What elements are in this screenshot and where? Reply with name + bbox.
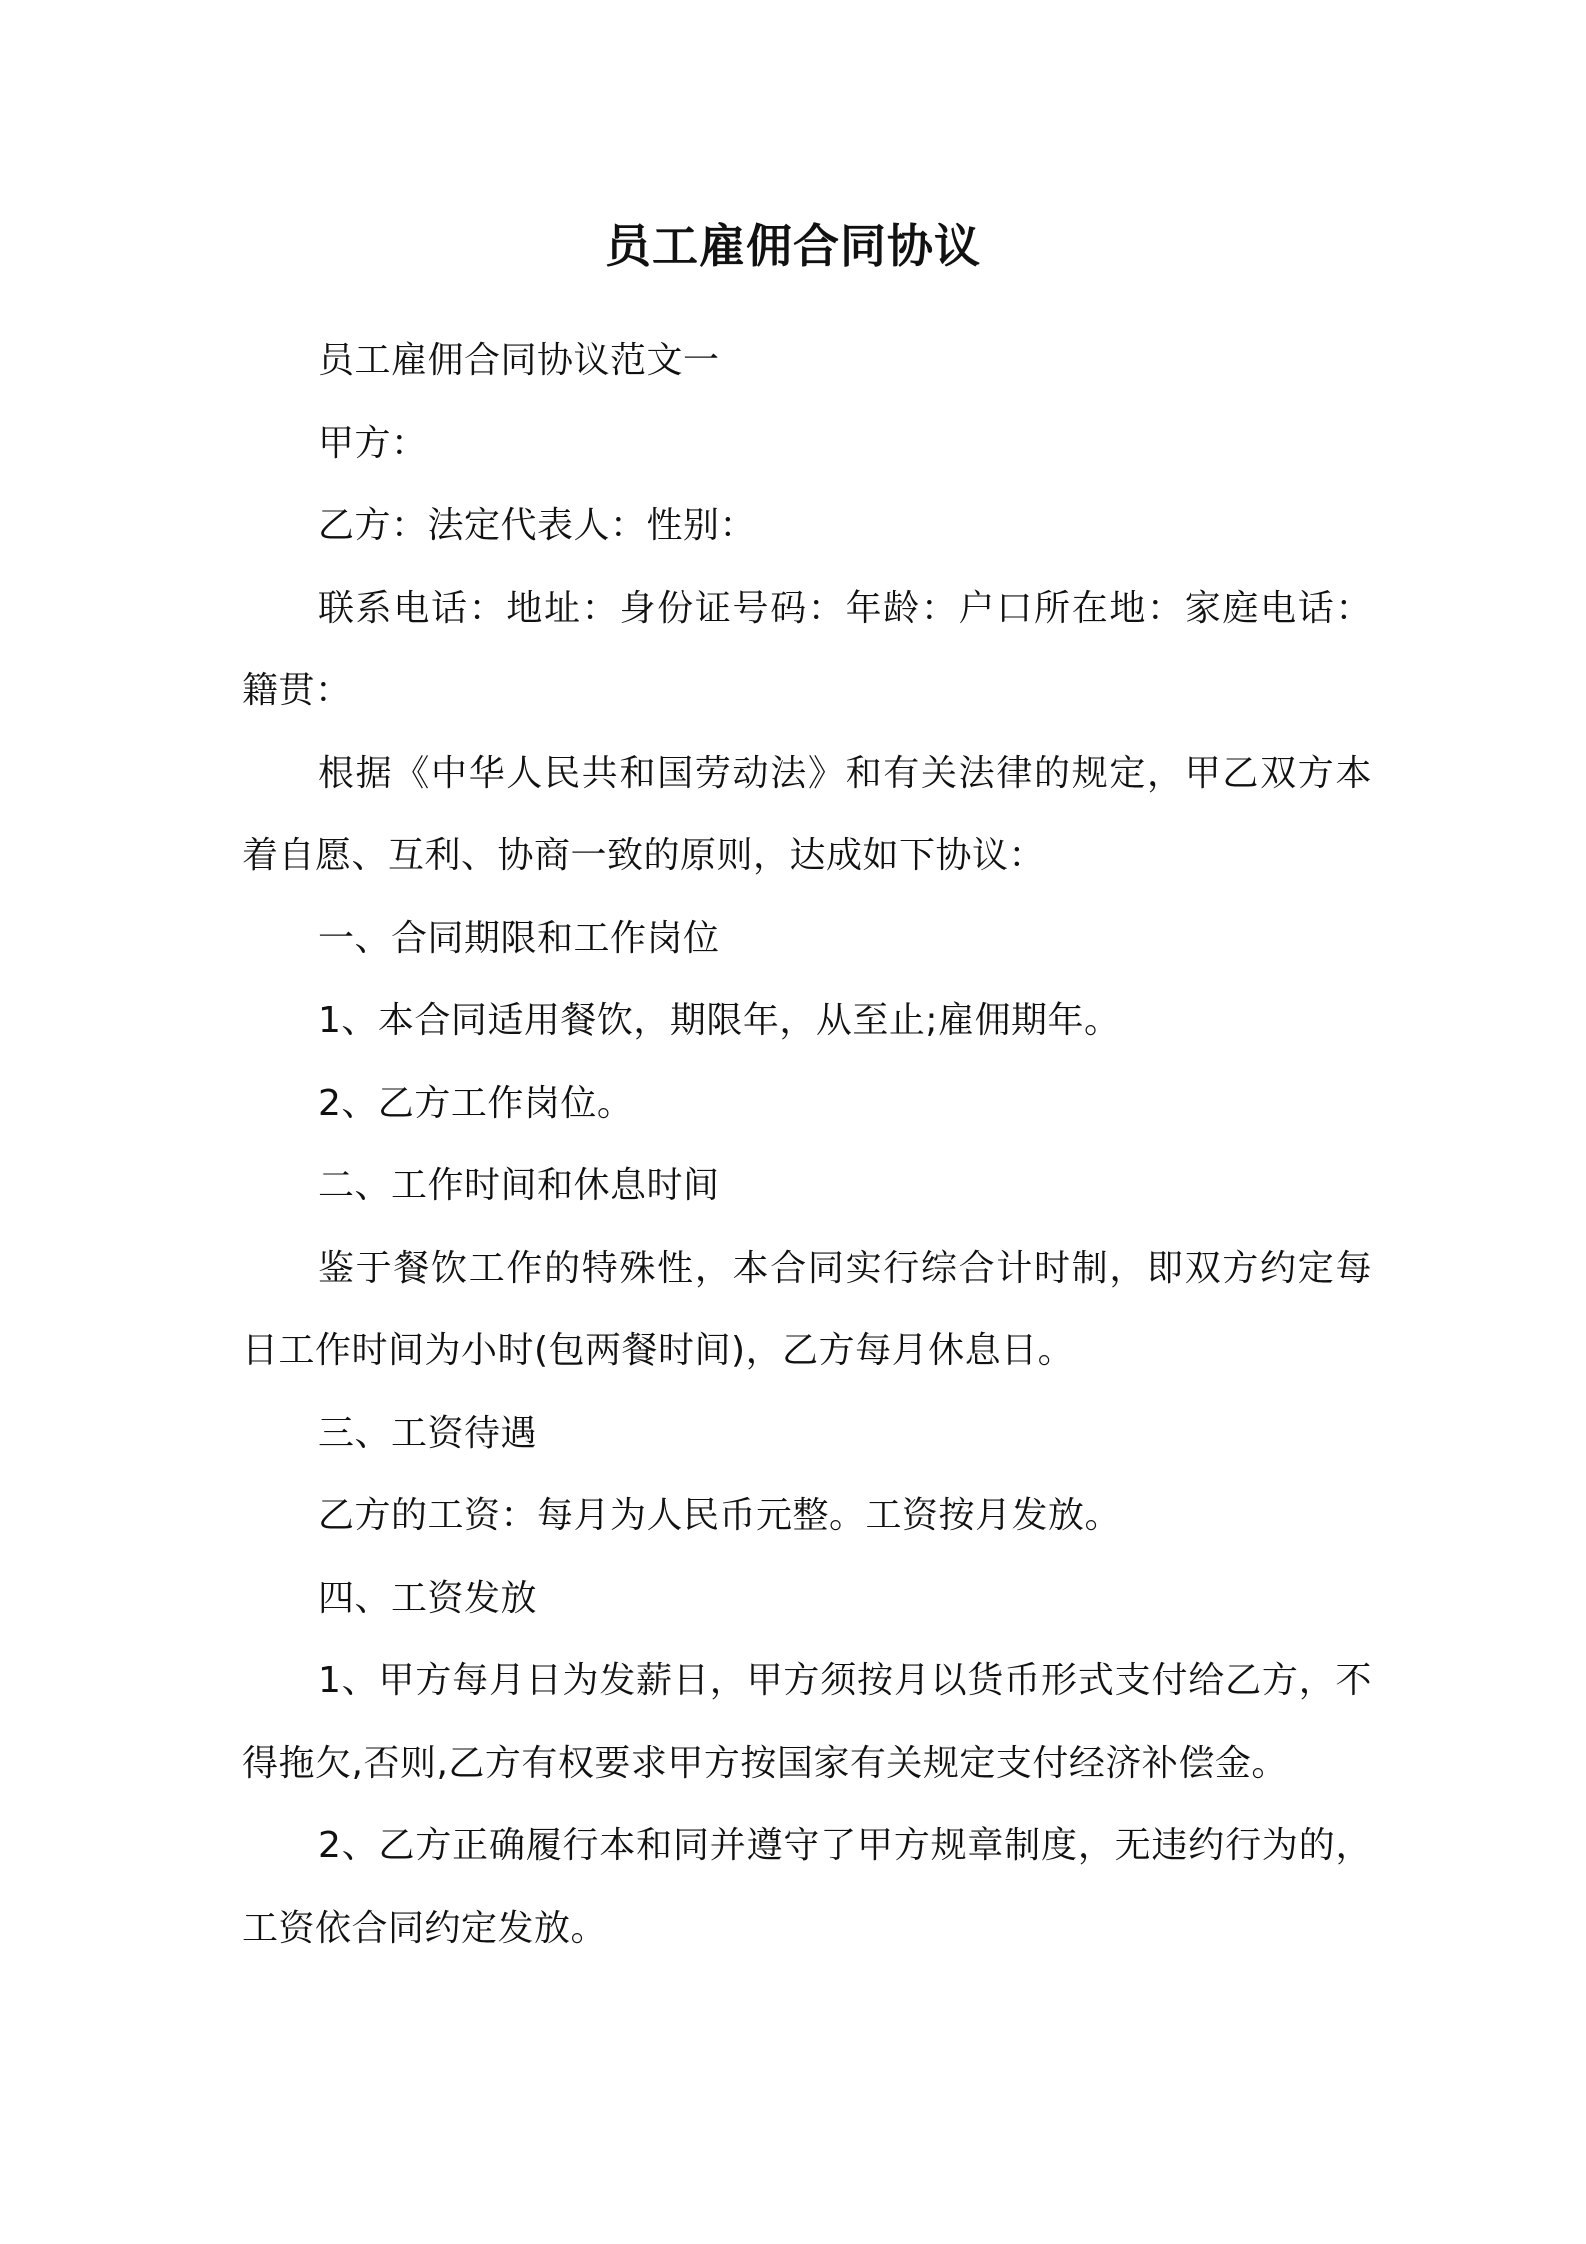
subtitle-paragraph: 员工雇佣合同协议范文一: [318, 340, 720, 381]
clause-paragraph: 1、本合同适用餐饮，期限年，从至止;雇佣期年。: [318, 1000, 1121, 1041]
document-body: [242, 320, 1372, 1970]
clause-paragraph: 2、乙方工作岗位。: [318, 1082, 634, 1124]
party-b-paragraph: 乙方：法定代表人：性别：: [318, 505, 757, 546]
clause-paragraph: 1、甲方每月日为发薪日，甲方须按月以货币形式支付给乙方，不得拖欠,否则,乙方有权要求甲方按国家有关规定支付经济补偿金。: [242, 1660, 1372, 1784]
clause-paragraph: 乙方的工资：每月为人民币元整。工资按月发放。: [318, 1495, 1122, 1536]
party-a-paragraph: 甲方：: [318, 422, 428, 464]
section-heading: 三、工资待遇: [318, 1412, 538, 1454]
clause-paragraph: 2、乙方正确履行本和同并遵守了甲方规章制度，无违约行为的，工资依合同约定发放。: [242, 1825, 1372, 1949]
section-heading: 一、合同期限和工作岗位: [318, 917, 720, 959]
document-title: 员工雇佣合同协议: [605, 219, 981, 273]
section-heading: 二、工作时间和休息时间: [318, 1165, 720, 1206]
contact-info-paragraph: 联系电话：地址：身份证号码：年龄：户口所在地：家庭电话：籍贯：: [242, 587, 1372, 711]
clause-paragraph: 鉴于餐饮工作的特殊性，本合同实行综合计时制，即双方约定每日工作时间为小时(包两餐时间)，乙方每月休息日。: [242, 1247, 1372, 1371]
preamble-paragraph: 根据《中华人民共和国劳动法》和有关法律的规定，甲乙双方本着自愿、互利、协商一致的原则，达成如下协议：: [242, 752, 1372, 876]
section-heading: 四、工资发放: [318, 1577, 538, 1619]
